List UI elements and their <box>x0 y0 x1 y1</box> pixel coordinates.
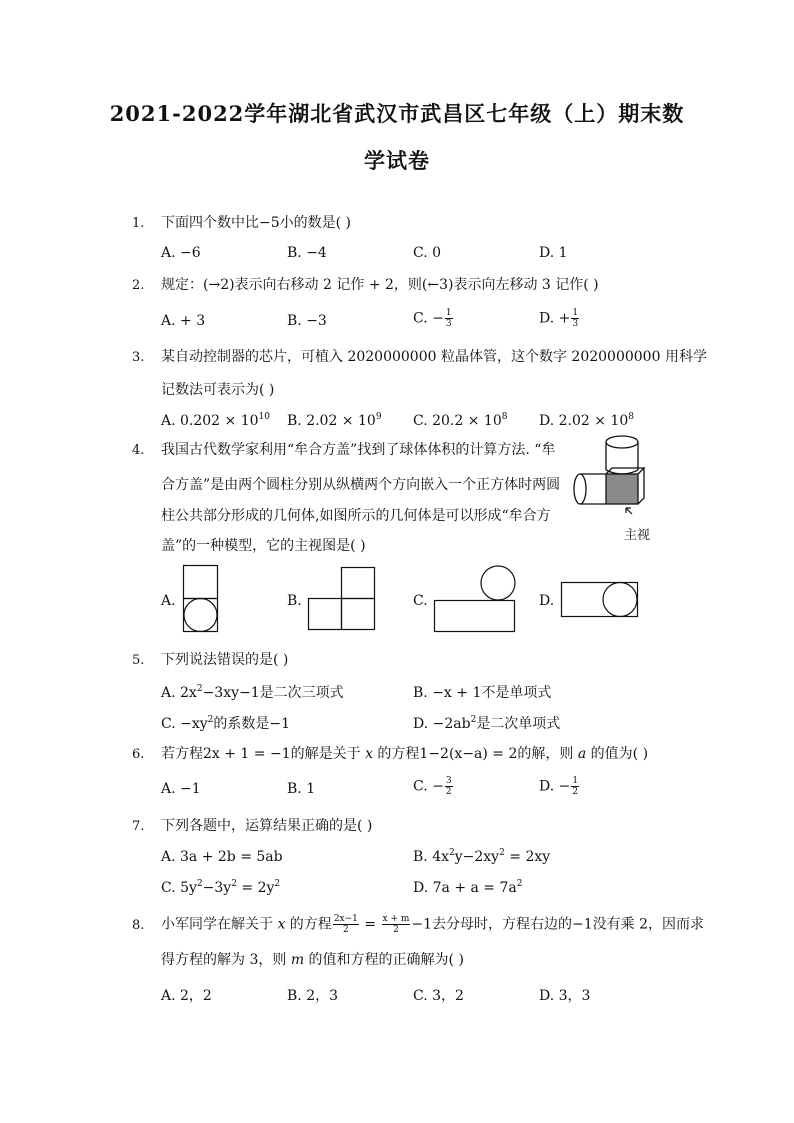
q2-option-b: B. −3 <box>287 313 327 329</box>
q1-option-b: B. −4 <box>287 245 327 261</box>
question-3-text-line2: 记数法可表示为( ) <box>161 382 275 398</box>
question-8-text-line1: 小军同学在解关于 x 的方程 $\frac{2x-1}{2}$ = $\frac{x + m}{2}$ −1去分母时，方程右边的−1没有乘 2，因而求 <box>161 914 705 935</box>
q8-option-d: D. 3，3 <box>539 988 591 1004</box>
page-title-line1: 2021-2022学年湖北省武汉市武昌区七年级（上）期末数 <box>109 101 685 126</box>
q5-option-c: C. $-xy^2$的系数是−1 <box>161 715 291 732</box>
q4-option-b-label: B. <box>287 593 302 609</box>
question-2-text: 规定：(→2)表示向右移动 2 记作 + 2，则(←3)表示向左移动 3 记作( ) <box>161 277 599 293</box>
question-number: 3. <box>132 350 145 365</box>
question-number: 7. <box>132 819 145 834</box>
q8-option-c: C. 3，2 <box>413 988 464 1004</box>
question-7-text: 下列各题中，运算结果正确的是( ) <box>161 818 373 834</box>
figure-label: 主视 <box>624 528 651 543</box>
q6-option-c: C. − $\frac{3}{2}$ <box>413 776 452 797</box>
question-number: 5. <box>132 653 145 668</box>
q6-option-b: B. 1 <box>287 781 316 797</box>
q5-option-d: D. $-2ab^2$是二次单项式 <box>413 715 561 732</box>
q8-option-b: B. 2，3 <box>287 988 339 1004</box>
q1-option-a: A. −6 <box>161 245 201 261</box>
question-4-text-line2: 合方盖”是由两个圆柱分别从纵横两个方向嵌入一个正方体时两圆 <box>161 477 561 493</box>
question-number: 8. <box>132 918 145 933</box>
q5-option-b: B. −x + 1不是单项式 <box>413 685 552 701</box>
q4-option-b-figure <box>308 567 376 631</box>
q7-option-d: D. $7a + a = 7a^2$ <box>413 879 523 896</box>
question-number: 6. <box>132 747 145 762</box>
q3-option-d: D. $2.02 \times 10^8$ <box>539 412 634 429</box>
question-6-text: 若方程2x + 1 = −1的解是关于 x 的方程1−2(x−a) = 2的解，则 a 的值为( ) <box>161 746 649 762</box>
cylinder-cube-figure <box>570 430 660 525</box>
q4-option-c-figure <box>434 565 516 633</box>
q8-option-a: A. 2，2 <box>161 988 212 1004</box>
question-4-text-line4: 盖”的一种模型，它的主视图是( ) <box>161 538 366 554</box>
question-5-text: 下列说法错误的是( ) <box>161 652 289 668</box>
question-1-text: 下面四个数中比−5小的数是( ) <box>161 215 352 231</box>
question-number: 4. <box>132 443 145 458</box>
page-title-line2: 学试卷 <box>364 148 430 173</box>
question-4-text-line1: 我国古代数学家利用“牟合方盖”找到了球体体积的计算方法. “牟 <box>161 442 556 458</box>
question-number: 2. <box>132 278 145 293</box>
q2-option-c: C. − $\frac{1}{3}$ <box>413 308 452 329</box>
q3-option-c: C. $20.2 \times 10^8$ <box>413 412 508 429</box>
q3-option-b: B. $2.02 \times 10^9$ <box>287 412 382 429</box>
q3-option-a: A. $0.202 \times 10^{10}$ <box>161 412 270 429</box>
q1-option-c: C. 0 <box>413 245 442 261</box>
question-3-text-line1: 某自动控制器的芯片，可植入 2020000000 粒晶体管，这个数字 2020000000 用科学 <box>161 349 707 365</box>
q4-option-a-label: A. <box>161 593 176 609</box>
q7-option-a: A. 3a + 2b = 5ab <box>161 849 283 865</box>
question-number: 1. <box>132 216 145 231</box>
q1-option-d: D. 1 <box>539 245 568 261</box>
question-8-text-line2: 得方程的解为 3，则 m 的值和方程的正确解为( ) <box>161 952 464 968</box>
question-4-text-line3: 柱公共部分形成的几何体,如图所示的几何体是可以形成“牟合方 <box>161 508 551 524</box>
q5-option-a: A. $2x^2-3xy-1$是二次三项式 <box>161 684 344 701</box>
q4-option-c-label: C. <box>413 593 428 609</box>
q6-option-a: A. −1 <box>161 781 201 797</box>
q7-option-b: B. $4x^2y-2xy^2 = 2xy$ <box>413 848 551 865</box>
q2-option-a: A. + 3 <box>161 313 206 329</box>
q4-option-d-figure <box>561 582 639 618</box>
q6-option-d: D. − $\frac{1}{2}$ <box>539 776 579 797</box>
q7-option-c: C. $5y^2-3y^2 = 2y^2$ <box>161 879 281 896</box>
q4-option-a-figure <box>183 565 219 633</box>
q2-option-d: D. + $\frac{1}{3}$ <box>539 308 579 329</box>
q4-option-d-label: D. <box>539 593 555 609</box>
